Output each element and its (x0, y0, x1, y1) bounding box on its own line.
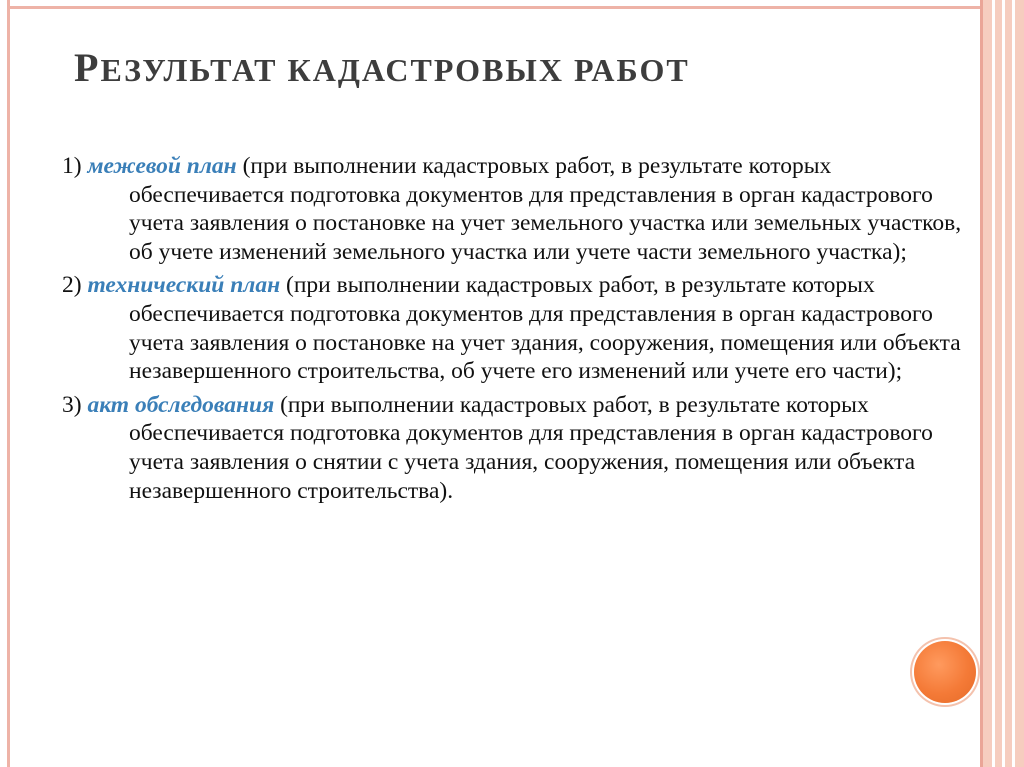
frame-top-line (7, 6, 985, 9)
decorative-right-band (983, 0, 1024, 767)
slide-body (62, 152, 967, 510)
slide-title (74, 44, 690, 91)
band-stripe (1002, 0, 1005, 767)
frame-left-line (7, 0, 10, 767)
item-term: межевой план (87, 153, 237, 179)
decorative-orange-circle (914, 641, 976, 703)
item-text: (при выполнении кадастровых работ, в результате которых обеспечивается подготовка документов для представления в орган кадастрового учета заявления о постановке на учет земельного участка или земельных участков, об учете изменений земельного участка или учете части земельного участка); (129, 153, 962, 265)
title-rest: ЕЗУЛЬТАТ КАДАСТРОВЫХ РАБОТ (100, 52, 690, 88)
item-term: акт обследования (87, 391, 275, 418)
list-item (62, 152, 967, 266)
item-text: (при выполнении кадастровых работ, в результате которых обеспечивается подготовка документов для представления в орган кадастрового учета заявления о постановке на учет здания, сооружения, помещения или объекта незавершенного строительства, об учете его изменений или учете его части); (129, 272, 961, 385)
item-number: 2) (62, 272, 82, 299)
list-item (62, 271, 967, 385)
title-first-letter: Р (74, 45, 101, 90)
item-term: технический план (87, 272, 281, 299)
band-stripe (1012, 0, 1015, 767)
list-item (62, 391, 967, 505)
item-text: (при выполнении кадастровых работ, в результате которых обеспечивается подготовка документов для представления в орган кадастрового учета заявления о снятии с учета здания, сооружения, помещения или объекта незавершенного строительства). (129, 391, 933, 504)
item-number: 1) (62, 153, 82, 179)
item-number: 3) (62, 391, 82, 418)
band-stripe (992, 0, 995, 767)
